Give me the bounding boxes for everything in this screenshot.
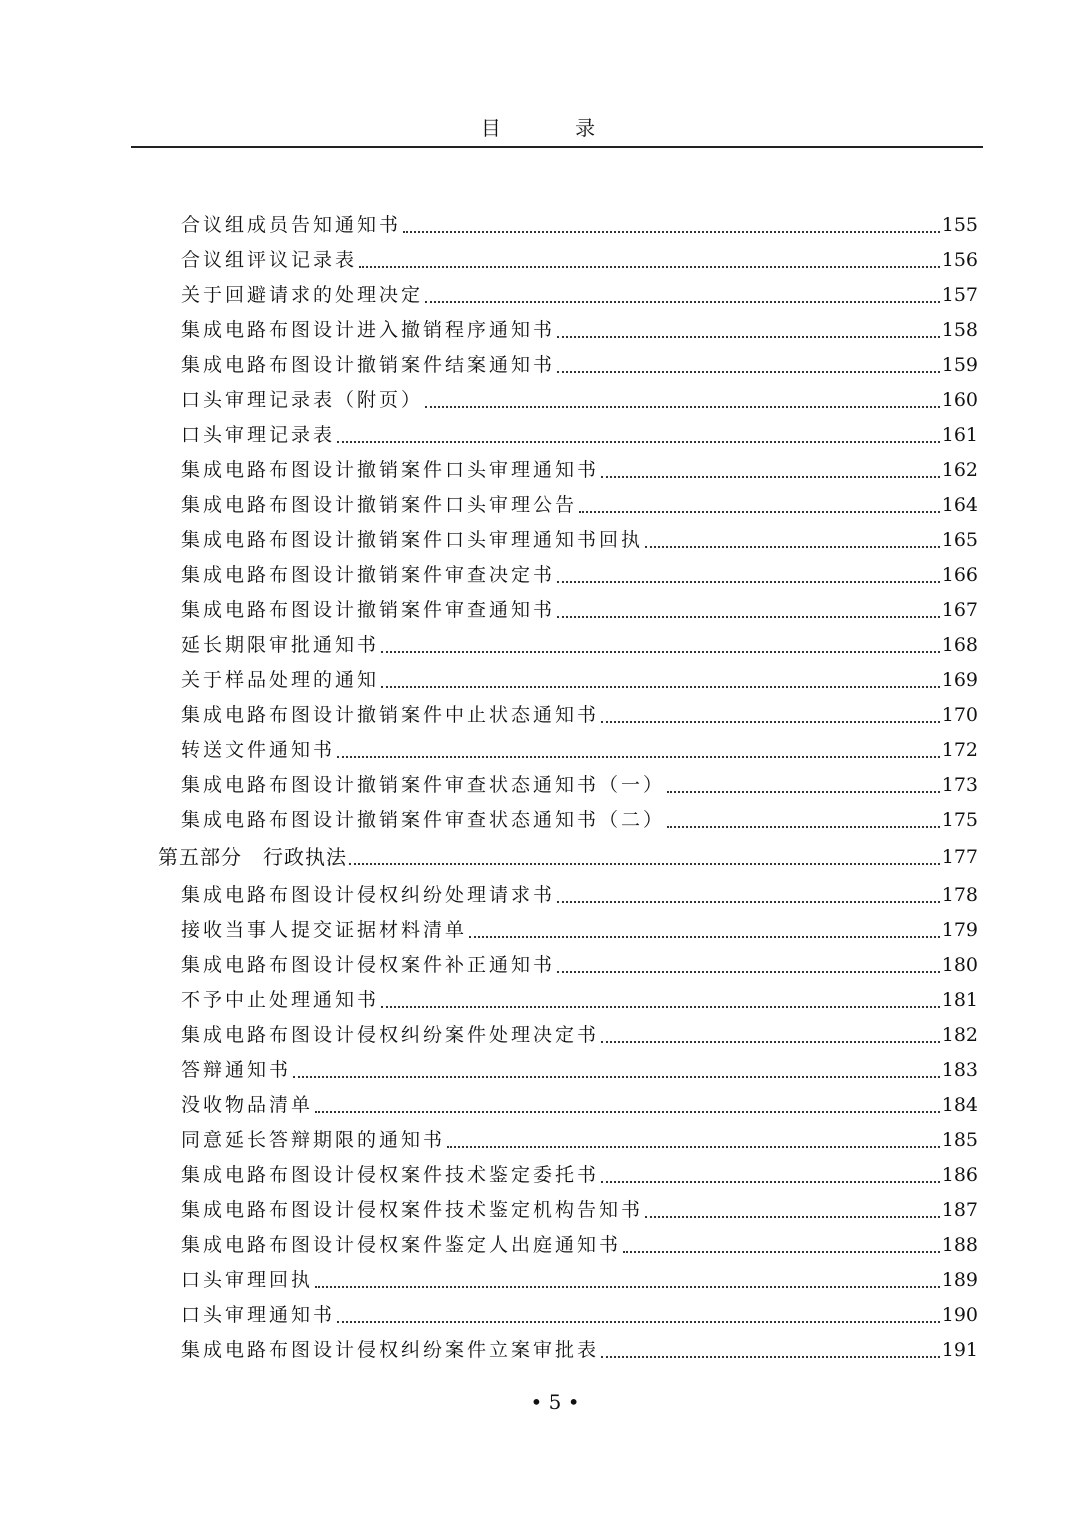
toc-leader-dots — [557, 971, 940, 973]
toc-entry[interactable] — [0, 912, 1080, 947]
toc-leader-dots — [315, 1111, 940, 1113]
toc-entry[interactable] — [0, 207, 1080, 242]
toc-entry[interactable] — [0, 1297, 1080, 1332]
toc-entry-page: 182 — [941, 1023, 978, 1046]
toc-entry-page: 168 — [941, 633, 978, 656]
toc-entry[interactable] — [0, 557, 1080, 592]
toc-entry[interactable] — [0, 312, 1080, 347]
toc-leader-dots — [557, 901, 940, 903]
toc-entry-title: 集成电路布图设计侵权案件技术鉴定委托书 — [181, 1163, 600, 1186]
toc-entry-title: 转送文件通知书 — [181, 738, 336, 761]
toc-leader-dots — [315, 1286, 940, 1288]
toc-entry-page: 166 — [941, 563, 978, 586]
toc-leader-dots — [469, 936, 940, 938]
toc-section-heading[interactable] — [0, 837, 1080, 877]
toc-leader-dots — [381, 1006, 940, 1008]
toc-entry-title: 集成电路布图设计撤销案件审查决定书 — [181, 563, 556, 586]
toc-entry-title: 答辩通知书 — [181, 1058, 292, 1081]
toc-entry-page: 177 — [941, 846, 978, 868]
toc-entry[interactable] — [0, 767, 1080, 802]
toc-entry-page: 185 — [941, 1128, 978, 1151]
toc-leader-dots — [645, 1216, 940, 1218]
toc-entry-page: 169 — [941, 668, 978, 691]
toc-entry-title: 集成电路布图设计撤销案件口头审理通知书回执 — [181, 528, 644, 551]
toc-entry-title: 口头审理回执 — [181, 1268, 314, 1291]
toc-entry-title: 集成电路布图设计侵权案件技术鉴定机构告知书 — [181, 1198, 644, 1221]
toc-entry-page: 188 — [941, 1233, 978, 1256]
toc-entry[interactable] — [0, 877, 1080, 912]
toc-entry-page: 173 — [941, 773, 978, 796]
toc-entry[interactable] — [0, 522, 1080, 557]
toc-entry[interactable] — [0, 1332, 1080, 1367]
toc-entry-page: 160 — [941, 388, 978, 411]
toc-entry-page: 162 — [941, 458, 978, 481]
toc-entry[interactable] — [0, 592, 1080, 627]
toc-entry-title: 集成电路布图设计撤销案件审查状态通知书（二） — [181, 808, 666, 831]
toc-entry[interactable] — [0, 417, 1080, 452]
toc-entry-title: 口头审理通知书 — [181, 1303, 336, 1326]
toc-entry-page: 158 — [941, 318, 978, 341]
toc-entry-page: 184 — [941, 1093, 978, 1116]
toc-entry-page: 170 — [941, 703, 978, 726]
toc-entry-page: 191 — [941, 1338, 978, 1361]
toc-leader-dots — [447, 1146, 940, 1148]
toc-entry-page: 189 — [941, 1268, 978, 1291]
toc-leader-dots — [381, 651, 940, 653]
toc-entry-page: 190 — [941, 1303, 978, 1326]
toc-entry-title: 口头审理记录表 — [181, 423, 336, 446]
page-header-title: 目 录 — [480, 116, 630, 140]
toc-entry-page: 181 — [941, 988, 978, 1011]
toc-leader-dots — [425, 406, 940, 408]
toc-entry[interactable] — [0, 802, 1080, 837]
toc-entry-title: 集成电路布图设计撤销案件口头审理公告 — [181, 493, 578, 516]
toc-leader-dots — [337, 441, 940, 443]
toc-entry-title: 不予中止处理通知书 — [181, 988, 380, 1011]
toc-entry[interactable] — [0, 277, 1080, 312]
toc-entry-page: 165 — [941, 528, 978, 551]
toc-entry-page: 156 — [941, 248, 978, 271]
toc-entry[interactable] — [0, 947, 1080, 982]
toc-entry-title: 集成电路布图设计撤销案件审查状态通知书（一） — [181, 773, 666, 796]
toc-entry-title: 没收物品清单 — [181, 1093, 314, 1116]
toc-leader-dots — [403, 231, 940, 233]
toc-entry-title: 集成电路布图设计撤销案件审查通知书 — [181, 598, 556, 621]
toc-leader-dots — [381, 686, 940, 688]
toc-entry-page: 167 — [941, 598, 978, 621]
toc-entry-page: 155 — [941, 213, 978, 236]
toc-leader-dots — [337, 756, 940, 758]
toc-entry-title: 第五部分 行政执法 — [158, 845, 347, 869]
toc-leader-dots — [667, 826, 940, 828]
toc-entry-page: 186 — [941, 1163, 978, 1186]
toc-entry-page: 159 — [941, 353, 978, 376]
toc-leader-dots — [425, 301, 940, 303]
toc-leader-dots — [601, 1181, 940, 1183]
toc-entry-page: 164 — [941, 493, 978, 516]
toc-leader-dots — [667, 791, 940, 793]
page-number: • 5 • — [530, 1390, 580, 1414]
toc-entry[interactable] — [0, 982, 1080, 1017]
toc-entry-title: 集成电路布图设计撤销案件结案通知书 — [181, 353, 556, 376]
toc-leader-dots — [557, 581, 940, 583]
toc-leader-dots — [557, 336, 940, 338]
toc-entry-title: 接收当事人提交证据材料清单 — [181, 918, 468, 941]
toc-entry-title: 合议组成员告知通知书 — [181, 213, 402, 236]
toc-leader-dots — [557, 616, 940, 618]
toc-entry-page: 179 — [941, 918, 978, 941]
toc-leader-dots — [359, 266, 940, 268]
toc-entry-title: 延长期限审批通知书 — [181, 633, 380, 656]
toc-entry-title: 同意延长答辩期限的通知书 — [181, 1128, 446, 1151]
toc-leader-dots — [557, 371, 940, 373]
toc-entry-title: 集成电路布图设计侵权纠纷案件立案审批表 — [181, 1338, 600, 1361]
toc-leader-dots — [645, 546, 940, 548]
toc-leader-dots — [601, 1356, 940, 1358]
table-of-contents — [0, 207, 1080, 1367]
toc-entry-title: 集成电路布图设计撤销案件口头审理通知书 — [181, 458, 600, 481]
toc-entry[interactable] — [0, 697, 1080, 732]
toc-leader-dots — [601, 476, 940, 478]
toc-entry-title: 集成电路布图设计进入撤销程序通知书 — [181, 318, 556, 341]
toc-entry[interactable] — [0, 732, 1080, 767]
toc-entry-title: 合议组评议记录表 — [181, 248, 358, 271]
toc-entry[interactable] — [0, 1017, 1080, 1052]
toc-leader-dots — [349, 863, 940, 865]
toc-entry[interactable] — [0, 452, 1080, 487]
toc-leader-dots — [601, 721, 940, 723]
toc-entry-title: 口头审理记录表（附页） — [181, 388, 424, 411]
toc-entry[interactable] — [0, 1192, 1080, 1227]
toc-entry[interactable] — [0, 627, 1080, 662]
toc-entry-title: 集成电路布图设计侵权纠纷案件处理决定书 — [181, 1023, 600, 1046]
toc-entry[interactable] — [0, 487, 1080, 522]
toc-entry-page: 175 — [941, 808, 978, 831]
toc-entry-title: 集成电路布图设计侵权案件鉴定人出庭通知书 — [181, 1233, 622, 1256]
toc-entry[interactable] — [0, 1157, 1080, 1192]
toc-entry[interactable] — [0, 242, 1080, 277]
toc-entry-title: 集成电路布图设计侵权案件补正通知书 — [181, 953, 556, 976]
toc-entry-title: 关于样品处理的通知 — [181, 668, 380, 691]
toc-entry[interactable] — [0, 662, 1080, 697]
toc-leader-dots — [601, 1041, 940, 1043]
toc-entry-page: 187 — [941, 1198, 978, 1221]
toc-entry[interactable] — [0, 1122, 1080, 1157]
toc-entry[interactable] — [0, 382, 1080, 417]
toc-entry-title: 关于回避请求的处理决定 — [181, 283, 424, 306]
header-rule — [131, 146, 983, 148]
toc-entry-page: 157 — [941, 283, 978, 306]
toc-entry-title: 集成电路布图设计撤销案件中止状态通知书 — [181, 703, 600, 726]
toc-leader-dots — [579, 511, 940, 513]
toc-entry-page: 161 — [941, 423, 978, 446]
toc-leader-dots — [623, 1251, 940, 1253]
toc-entry[interactable] — [0, 1262, 1080, 1297]
toc-entry[interactable] — [0, 1052, 1080, 1087]
toc-entry-page: 178 — [941, 883, 978, 906]
toc-entry[interactable] — [0, 347, 1080, 382]
toc-entry-page: 180 — [941, 953, 978, 976]
toc-entry-title: 集成电路布图设计侵权纠纷处理请求书 — [181, 883, 556, 906]
toc-entry-page: 183 — [941, 1058, 978, 1081]
toc-leader-dots — [293, 1076, 940, 1078]
toc-leader-dots — [337, 1321, 940, 1323]
toc-entry[interactable] — [0, 1227, 1080, 1262]
toc-entry[interactable] — [0, 1087, 1080, 1122]
toc-entry-page: 172 — [941, 738, 978, 761]
